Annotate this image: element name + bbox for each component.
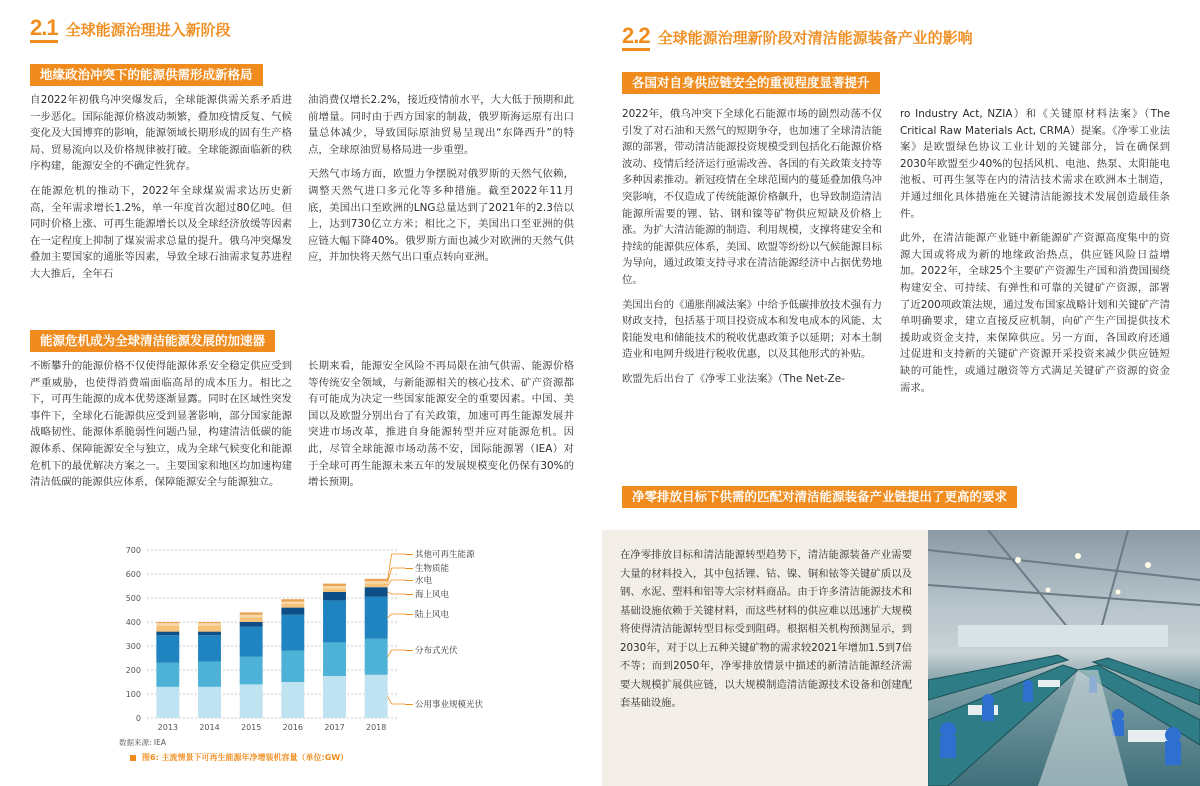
legend-leader-line (388, 696, 405, 704)
bar-segment (323, 588, 346, 592)
section-heading: 全球能源治理新阶段对清洁能源装备产业的影响 (657, 29, 973, 47)
legend-entry: 海上风电 (415, 590, 450, 600)
bar-segment (281, 604, 304, 608)
bar-segment (281, 608, 304, 615)
bar-segment (240, 684, 263, 718)
banner-energy-supply: 地缘政治冲突下的能源供需形成新格局 (30, 64, 263, 86)
bar-segment (323, 584, 346, 586)
x-tick-label: 2017 (324, 723, 345, 732)
chart-legend (405, 540, 585, 740)
paragraph: ro Industry Act, NZIA）和《关键原材料法案》（The Critical Raw Materials Act, CRMA）提案。《净零工业法案》是欧盟绿色协议工业计划的关键部分，旨在确保到2030年欧盟至少40%的包括风机、电池、热泵、太阳能电池板、可再生氢等在内的清洁技术需求在欧洲本土制造，并通过细化具体措施在关键清洁能源技术发展创造最佳条件。 (900, 108, 1170, 220)
paragraph: 美国出台的《通胀削减法案》中给予低碳排放技术强有力财政支持，包括基于项目投资成本和发电成本的风能、太阳能发电和储能技术的税收优惠政策予以延期；对本土制造业和电网升级进行税收优惠，以及其他形式的补贴。 (622, 298, 882, 361)
highlight-text: 在净零排放目标和清洁能源转型趋势下，清洁能源装备产业需要大量的材料投入，其中包括锂、钴、镍、铜和铱等关键矿质以及钢、水泥、塑料和铝等大宗材料商品。由于许多清洁能源技术和基础设施依赖于关键材料，而这些材料的供应难以迅速扩大规模将使得清洁能源转型目标受到阻碍。根据相关机构预测显示，到2030年，对于以上五种关键矿物的需求较2021年增加1.5到7倍不等；而到2050年，净零排放情景中描述的新清洁能源经济需要大规模扩展供应链，以大规模制造清洁能源技术设备和创建配套基础设施。 (620, 549, 912, 709)
bar-segment (240, 615, 263, 617)
paragraph: 欧盟先后出台了《净零工业法案》（The Net-Ze- (622, 372, 845, 385)
bar-segment (240, 622, 263, 627)
y-tick-label: 700 (125, 546, 141, 555)
y-tick-label: 300 (125, 642, 141, 651)
bar-segment (365, 639, 388, 675)
highlight-box (602, 530, 928, 786)
y-tick-label: 500 (125, 594, 141, 603)
bar-segment (156, 622, 179, 623)
right-column-1 (622, 106, 882, 388)
bar-segment (198, 632, 221, 636)
bar-segment (198, 623, 221, 625)
chart-caption-row (130, 752, 348, 763)
bar-segment (323, 676, 346, 718)
legend-connector (405, 580, 413, 581)
bar-segment (281, 682, 304, 718)
paragraph: 不断攀升的能源价格不仅使得能源体系安全稳定供应受到严重威胁，也使得消费端面临高昂的成本压力。相比之下，可再生能源的成本优势逐渐显露。同时在区域性突发事件下，全球化石能源供应受到显著影响，部分国家能源战略韧性、能源体系脆弱性问题凸显，构建清洁低碳的能源体系、保障能源安全与独立，成为全球气候变化和能源危机下的最优解决方案之一。主要国家和地区均加速构建清洁低碳的能源供应体系，保障能源安全与能源独立。 (30, 360, 292, 489)
legend-leader-line (388, 554, 405, 580)
bar-segment (198, 687, 221, 718)
bar-segment (365, 579, 388, 581)
x-tick-label: 2018 (365, 723, 387, 732)
banner-supply-chain-security: 各国对自身供应链安全的重视程度显著提升 (622, 72, 880, 94)
bar-segment (323, 586, 346, 588)
legend-entry: 公用事业规模光伏 (415, 700, 484, 710)
legend-entry: 陆上风电 (415, 610, 450, 620)
bar-segment (156, 687, 179, 718)
bar-segment (198, 626, 221, 632)
bar-segment (323, 642, 346, 676)
left-column-2-lower (308, 358, 574, 491)
bar-segment (156, 623, 179, 625)
section-number: 2.1 (30, 16, 58, 43)
left-column-1 (30, 92, 292, 283)
legend-leader-line (388, 580, 405, 585)
bar-segment (156, 635, 179, 663)
bar-segment (240, 612, 263, 614)
y-tick-label: 200 (125, 666, 141, 675)
bar-segment (281, 615, 304, 651)
bar-segment (281, 651, 304, 682)
left-column-2 (308, 92, 574, 266)
bar-segment (323, 592, 346, 600)
legend-leader-line (388, 650, 405, 657)
bar-segment (198, 635, 221, 661)
bar-segment (365, 675, 388, 718)
legend-entry: 水电 (415, 576, 433, 586)
bar-segment (156, 663, 179, 687)
paragraph: 长期来看，能源安全风险不再局限在油气供需、能源价格等传统安全领域，与新能源相关的核心技术、矿产资源都有可能成为决定一些国家能源安全的重要因素。中国、美国以及欧盟分别出台了有关政策，加速可再生能源发展并突进市场改革，推进自身能源转型并应对能源危机。因此，尽管全球能源市场动荡不安，国际能源署（IEA）对于全球可再生能源未来五年的发展规模变化仍保有30%的增长预期。 (308, 360, 574, 489)
banner-energy-crisis: 能源危机成为全球清洁能源发展的加速器 (30, 330, 275, 352)
chart-caption: 图6: 主流情景下可再生能源年净增装机容量（单位:GW） (142, 753, 349, 762)
x-tick-label: 2013 (157, 723, 179, 732)
x-tick-label: 2014 (199, 723, 220, 732)
caption-marker-icon (130, 755, 136, 761)
legend-leader-line (388, 592, 405, 594)
bar-segment (365, 587, 388, 597)
x-tick-label: 2015 (240, 723, 262, 732)
y-tick-label: 0 (135, 714, 141, 723)
section-title-2-2 (622, 24, 973, 51)
right-column-2 (900, 106, 1170, 396)
paragraph: 此外，在清洁能源产业链中新能源矿产资源高度集中的资源大国或将成为新的地缘政治热点，供应链风险日益增加。2022年，全球25个主要矿产资源生产国和消费国围绕构建安全、可持续、有弹性和可靠的关键矿产资源，部署了近200项政策法规，通过发布国家战略计划和关键矿产清单明确要求，建立直接反应机制，向矿产生产国提供技术援助或资金支持，来保障供应。另一方面，各国政府还通过促进和支持新的关键矿产资源开采投资来减少供应链短缺的可能性，或通过融资等方式满足关键矿产资源的资金需求。 (900, 232, 1170, 394)
left-column-1-lower (30, 358, 292, 491)
legend-connector (405, 704, 413, 705)
legend-entry: 生物质能 (415, 564, 450, 574)
legend-connector (405, 650, 413, 651)
factory-photo (928, 530, 1200, 786)
legend-connector (405, 594, 413, 595)
paragraph: 2022年，俄乌冲突下全球化石能源市场的剧烈动荡不仅引发了对石油和天然气的短期争夺，也加速了全球清洁能源的部署，带动清洁能源投资规模受到包括化石能源价格波动、疫情后经济运行亟需改善、各国的有关政策支持等多种因素推动。新冠疫情在全球范围内的蔓延叠加俄乌冲突影响，不仅造成了传统能源价格飙升，也导致制造清洁能源所需要的锂、钴、钢和镍等矿物供应短缺及价格上涨。为扩大清洁能源的制造、利用规模，支撑将建安全和持续的能源供应体系，美国、欧盟等纷纷以气候能源目标为导向，通过政策支持寻求在清洁能源经济中占据优势地位。 (622, 108, 882, 286)
factory-illustration-icon (928, 530, 1200, 786)
bar-segment (198, 622, 221, 623)
bar-segment (281, 602, 304, 604)
chart-area (115, 540, 585, 770)
bar-segment (281, 599, 304, 601)
paragraph: 天然气市场方面，欧盟力争摆脱对俄罗斯的天然气依赖，调整天然气进口多元化等多种措施。截至2022年11月底，美国出口至欧洲的LNG总量达到了2021年的2.3倍以上，达到730亿立方米；相比之下，美国出口至亚洲的供应链大幅下降40%。俄罗斯方面也减少对欧洲的天然气供应，并加快将天然气出口重点转向亚洲。 (308, 168, 574, 264)
section-title-2-1 (30, 16, 231, 43)
bar-segment (365, 581, 388, 583)
legend-leader-line (388, 614, 405, 618)
legend-entry: 其他可再生能源 (415, 550, 475, 560)
bar-segment (323, 600, 346, 642)
paragraph: 油消费仅增长2.2%，接近疫情前水平，大大低于预期和此前增量。同时由于西方国家的制裁，俄罗斯海运原有出口量总体减少，导致国际原油贸易呈现出“东降西升”的特点，全球原油贸易格局进一步重塑。 (308, 94, 574, 156)
y-tick-label: 100 (125, 690, 141, 699)
banner-net-zero: 净零排放目标下供需的匹配对清洁能源装备产业链提出了更高的要求 (622, 486, 1017, 508)
bar-segment (156, 632, 179, 636)
paragraph: 自2022年初俄乌冲突爆发后，全球能源供需关系矛盾进一步恶化。国际能源价格波动频繁，叠加疫情反复、气候变化及大国博弈的影响，能源领域长期形成的固有生产格局、贸易流向以及价格规律被打破。全球能源面临新的秩序构建，能源安全的不确定性犹存。 (30, 94, 292, 173)
y-tick-label: 600 (125, 570, 141, 579)
bar-segment (240, 617, 263, 622)
paragraph: 在能源危机的推动下，2022年全球煤炭需求达历史新高，全年需求增长1.2%，单一年度首次超过80亿吨。但同时价格上涨、可再生能源增长以及全球经济放缓等因素在一定程度上抑制了煤炭需求总量的提升。俄乌冲突爆发叠加主要国家的通胀等因素，导致全球石油需求复苏进程大大推后，全年石 (30, 184, 292, 280)
legend-connector (405, 554, 413, 555)
bar-segment (156, 626, 179, 632)
legend-connector (405, 614, 413, 615)
bar-segment (365, 584, 388, 588)
chart-source: 数据来源: IEA (119, 738, 166, 747)
legend-connector (405, 568, 413, 569)
y-tick-label: 400 (125, 618, 141, 627)
bar-segment (240, 657, 263, 685)
bar-segment (240, 627, 263, 657)
section-number: 2.2 (622, 24, 650, 51)
bar-segment (365, 597, 388, 639)
bar-segment (198, 662, 221, 687)
renewable-capacity-chart (115, 540, 405, 740)
x-tick-label: 2016 (282, 723, 304, 732)
legend-entry: 分布式光伏 (415, 646, 458, 656)
section-heading: 全球能源治理进入新阶段 (65, 21, 231, 39)
